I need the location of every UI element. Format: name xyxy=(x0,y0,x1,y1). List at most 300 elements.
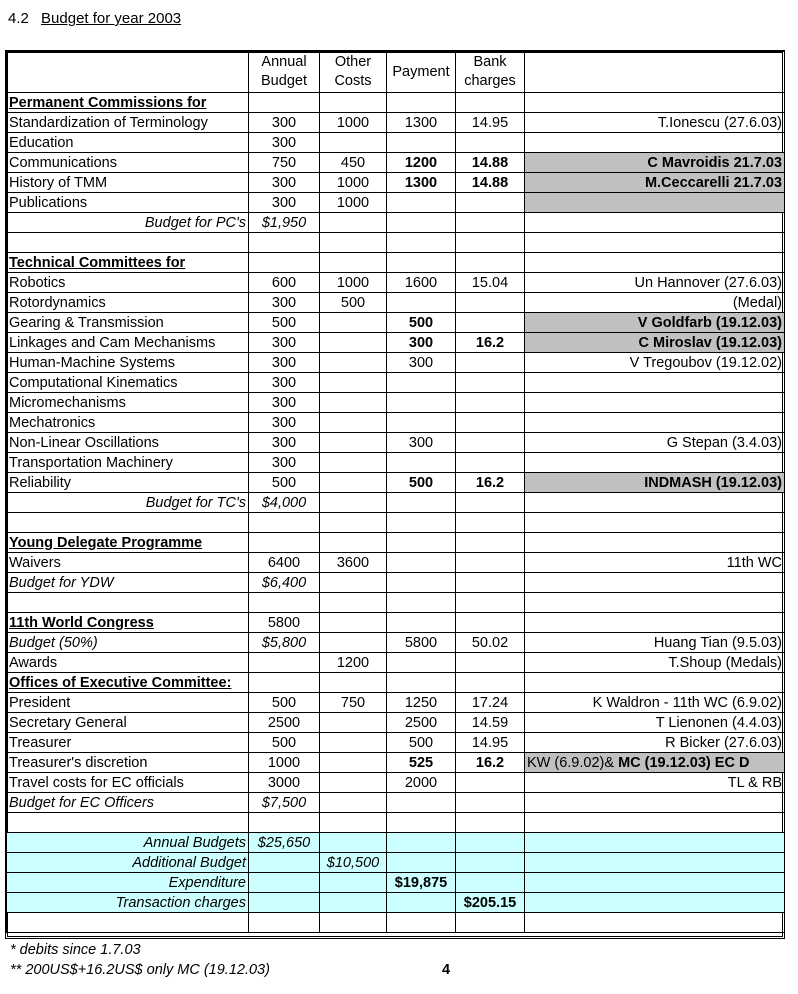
table-cell xyxy=(387,93,456,113)
table-row xyxy=(7,213,785,233)
table-cell xyxy=(320,413,387,433)
table-cell xyxy=(387,393,456,413)
table-cell xyxy=(320,833,387,853)
table-cell xyxy=(387,653,456,673)
table-cell xyxy=(387,593,456,613)
table-cell: $205.15 xyxy=(456,893,525,913)
table-cell xyxy=(249,873,320,893)
table-row xyxy=(7,153,785,173)
table-cell xyxy=(525,253,785,273)
table-cell xyxy=(525,373,785,393)
table-cell xyxy=(456,373,525,393)
table-cell xyxy=(525,133,785,153)
table-row xyxy=(7,613,785,633)
table-cell xyxy=(249,913,320,933)
table-cell: 16.2 xyxy=(456,753,525,773)
table-cell: 11th World Congress xyxy=(7,613,249,633)
table-cell: Publications xyxy=(7,193,249,213)
table-row xyxy=(7,573,785,593)
table-cell xyxy=(7,233,249,253)
table-cell: 500 xyxy=(249,313,320,333)
table-cell: 500 xyxy=(387,473,456,493)
table-cell: V Tregoubov (19.12.02) xyxy=(525,353,785,373)
table-row xyxy=(7,473,785,493)
table-cell: 1250 xyxy=(387,693,456,713)
table-cell xyxy=(249,93,320,113)
table-cell xyxy=(320,733,387,753)
table-cell xyxy=(320,873,387,893)
table-cell: 14.88 xyxy=(456,173,525,193)
table-cell xyxy=(387,453,456,473)
table-cell: History of TMM xyxy=(7,173,249,193)
column-header: Bank charges xyxy=(456,52,525,93)
table-cell xyxy=(320,373,387,393)
table-row xyxy=(7,393,785,413)
table-cell xyxy=(320,473,387,493)
table-cell: 50.02 xyxy=(456,633,525,653)
table-cell: Budget for YDW xyxy=(7,573,249,593)
table-row xyxy=(7,353,785,373)
table-cell: 450 xyxy=(320,153,387,173)
table-cell xyxy=(387,793,456,813)
table-row xyxy=(7,593,785,613)
table-row xyxy=(7,753,785,773)
table-cell: 500 xyxy=(320,293,387,313)
section-heading xyxy=(8,10,181,27)
table-cell: 1200 xyxy=(387,153,456,173)
table-cell: 750 xyxy=(320,693,387,713)
table-cell: 300 xyxy=(249,393,320,413)
table-cell xyxy=(249,853,320,873)
table-row xyxy=(7,133,785,153)
table-cell xyxy=(525,233,785,253)
table-cell xyxy=(525,833,785,853)
table-cell: 3000 xyxy=(249,773,320,793)
table-cell xyxy=(456,413,525,433)
table-cell xyxy=(320,713,387,733)
table-cell xyxy=(456,653,525,673)
table-cell xyxy=(525,793,785,813)
table-row xyxy=(7,433,785,453)
table-row xyxy=(7,253,785,273)
table-cell: 500 xyxy=(249,693,320,713)
table-cell: $6,400 xyxy=(249,573,320,593)
table-row xyxy=(7,793,785,813)
table-cell xyxy=(387,673,456,693)
table-cell xyxy=(320,493,387,513)
table-cell xyxy=(456,233,525,253)
section-number: 4.2 xyxy=(8,10,29,27)
table-row xyxy=(7,513,785,533)
table-cell: Offices of Executive Committee: xyxy=(7,673,249,693)
table-cell xyxy=(456,533,525,553)
cell-text: KW (6.9.02)& xyxy=(527,754,615,771)
table-cell: Technical Committees for xyxy=(7,253,249,273)
table-cell xyxy=(456,613,525,633)
table-cell: 14.88 xyxy=(456,153,525,173)
table-row xyxy=(7,553,785,573)
table-cell xyxy=(456,833,525,853)
table-cell: Treasurer xyxy=(7,733,249,753)
cell-text-bold: MC (19.12.03) EC D xyxy=(618,754,750,771)
table-cell: 2500 xyxy=(249,713,320,733)
table-cell: Budget for PC's xyxy=(7,213,249,233)
table-cell xyxy=(387,413,456,433)
budget-table xyxy=(6,51,785,933)
table-cell: 300 xyxy=(387,333,456,353)
table-cell: 2000 xyxy=(387,773,456,793)
table-cell xyxy=(320,453,387,473)
table-cell: 14.95 xyxy=(456,733,525,753)
table-cell: 1000 xyxy=(320,273,387,293)
table-cell: 1600 xyxy=(387,273,456,293)
table-cell: 300 xyxy=(249,453,320,473)
table-cell: Additional Budget xyxy=(7,853,249,873)
table-cell: 300 xyxy=(249,353,320,373)
footnote-2: ** 200US$+16.2US$ only MC (19.12.03) xyxy=(10,962,270,978)
table-cell: 500 xyxy=(249,473,320,493)
table-cell: President xyxy=(7,693,249,713)
table-cell xyxy=(320,213,387,233)
table-row xyxy=(7,173,785,193)
table-cell: 300 xyxy=(387,433,456,453)
table-cell xyxy=(525,513,785,533)
table-cell: V Goldfarb (19.12.03) xyxy=(525,313,785,333)
table-cell xyxy=(456,873,525,893)
table-row xyxy=(7,313,785,333)
table-cell: Rotordynamics xyxy=(7,293,249,313)
table-cell xyxy=(320,333,387,353)
table-cell: 300 xyxy=(249,193,320,213)
table-cell: 300 xyxy=(249,413,320,433)
table-cell: $1,950 xyxy=(249,213,320,233)
table-cell: 16.2 xyxy=(456,333,525,353)
table-cell xyxy=(456,853,525,873)
table-cell: Gearing & Transmission xyxy=(7,313,249,333)
table-row xyxy=(7,733,785,753)
table-cell xyxy=(525,393,785,413)
table-cell: Awards xyxy=(7,653,249,673)
table-cell xyxy=(456,193,525,213)
table-row xyxy=(7,413,785,433)
table-cell xyxy=(456,393,525,413)
table-cell: 14.95 xyxy=(456,113,525,133)
table-cell xyxy=(525,853,785,873)
table-cell: 500 xyxy=(387,733,456,753)
column-header xyxy=(525,52,785,93)
table-cell xyxy=(320,393,387,413)
table-cell: $25,650 xyxy=(249,833,320,853)
table-cell xyxy=(320,433,387,453)
table-cell: 500 xyxy=(387,313,456,333)
table-cell xyxy=(525,453,785,473)
table-cell: $4,000 xyxy=(249,493,320,513)
table-cell: 525 xyxy=(387,753,456,773)
table-cell xyxy=(7,593,249,613)
table-cell: 300 xyxy=(249,293,320,313)
table-cell: 6400 xyxy=(249,553,320,573)
table-cell: 11th WC xyxy=(525,553,785,573)
table-cell xyxy=(525,673,785,693)
section-title: Budget for year 2003 xyxy=(41,10,182,27)
table-cell xyxy=(525,573,785,593)
table-cell: 300 xyxy=(249,333,320,353)
table-row xyxy=(7,813,785,833)
table-cell: 300 xyxy=(387,353,456,373)
table-cell xyxy=(456,813,525,833)
table-cell xyxy=(249,513,320,533)
table-cell xyxy=(320,133,387,153)
table-cell xyxy=(387,213,456,233)
table-cell xyxy=(320,573,387,593)
table-cell: Non-Linear Oscillations xyxy=(7,433,249,453)
table-cell xyxy=(249,813,320,833)
table-cell xyxy=(387,893,456,913)
table-cell xyxy=(320,913,387,933)
table-cell xyxy=(387,493,456,513)
table-row xyxy=(7,893,785,913)
table-cell xyxy=(456,513,525,533)
table-cell: 1200 xyxy=(320,653,387,673)
table-cell xyxy=(249,653,320,673)
table-row xyxy=(7,853,785,873)
table-cell: 14.59 xyxy=(456,713,525,733)
table-cell xyxy=(7,513,249,533)
table-cell: TL & RB xyxy=(525,773,785,793)
table-cell: 1000 xyxy=(249,753,320,773)
table-cell: Transportation Machinery xyxy=(7,453,249,473)
table-cell: 17.24 xyxy=(456,693,525,713)
table-row xyxy=(7,193,785,213)
table-row xyxy=(7,653,785,673)
table-cell xyxy=(456,913,525,933)
table-cell xyxy=(387,513,456,533)
table-cell xyxy=(456,593,525,613)
table-row xyxy=(7,773,785,793)
table-cell: 300 xyxy=(249,113,320,133)
table-cell: Mechatronics xyxy=(7,413,249,433)
table-cell xyxy=(387,913,456,933)
table-cell xyxy=(387,613,456,633)
table-cell: 15.04 xyxy=(456,273,525,293)
table-cell: 750 xyxy=(249,153,320,173)
table-cell xyxy=(387,853,456,873)
table-cell: T Lienonen (4.4.03) xyxy=(525,713,785,733)
table-cell: $10,500 xyxy=(320,853,387,873)
table-cell: Secretary General xyxy=(7,713,249,733)
table-cell: Standardization of Terminology xyxy=(7,113,249,133)
table-row xyxy=(7,533,785,553)
table-cell xyxy=(249,893,320,913)
table-cell xyxy=(320,593,387,613)
table-cell xyxy=(456,133,525,153)
table-cell: 1000 xyxy=(320,193,387,213)
table-row xyxy=(7,833,785,853)
table-cell xyxy=(456,353,525,373)
table-row xyxy=(7,873,785,893)
table-row xyxy=(7,373,785,393)
table-cell: 300 xyxy=(249,133,320,153)
table-cell xyxy=(525,413,785,433)
table-cell: C Mavroidis 21.7.03 xyxy=(525,153,785,173)
table-cell xyxy=(525,533,785,553)
table-cell xyxy=(456,673,525,693)
table-cell xyxy=(320,673,387,693)
table-cell: Un Hannover (27.6.03) xyxy=(525,273,785,293)
table-cell: C Miroslav (19.12.03) xyxy=(525,333,785,353)
footnote-1: * debits since 1.7.03 xyxy=(10,942,141,958)
table-cell xyxy=(387,253,456,273)
table-cell xyxy=(320,233,387,253)
table-cell xyxy=(456,433,525,453)
table-cell: Transaction charges xyxy=(7,893,249,913)
table-cell: T.Shoup (Medals) xyxy=(525,653,785,673)
table-cell: 300 xyxy=(249,373,320,393)
column-header: Other Costs xyxy=(320,52,387,93)
table-cell xyxy=(387,373,456,393)
table-cell xyxy=(525,493,785,513)
table-cell xyxy=(320,773,387,793)
table-cell: Micromechanisms xyxy=(7,393,249,413)
table-cell: 600 xyxy=(249,273,320,293)
table-cell xyxy=(387,573,456,593)
table-cell: Huang Tian (9.5.03) xyxy=(525,633,785,653)
table-cell xyxy=(320,253,387,273)
table-row xyxy=(7,293,785,313)
table-cell xyxy=(387,233,456,253)
table-cell xyxy=(320,93,387,113)
table-cell: 5800 xyxy=(387,633,456,653)
table-cell: Budget for TC's xyxy=(7,493,249,513)
table-cell: Travel costs for EC officials xyxy=(7,773,249,793)
table-cell: Robotics xyxy=(7,273,249,293)
table-cell xyxy=(456,253,525,273)
table-cell xyxy=(387,193,456,213)
column-header xyxy=(7,52,249,93)
table-cell: 1000 xyxy=(320,173,387,193)
table-cell: K Waldron - 11th WC (6.9.02) xyxy=(525,693,785,713)
table-row xyxy=(7,333,785,353)
table-cell: Treasurer's discretion xyxy=(7,753,249,773)
table-cell: Communications xyxy=(7,153,249,173)
table-cell: 3600 xyxy=(320,553,387,573)
table-cell: Human-Machine Systems xyxy=(7,353,249,373)
column-header: Annual Budget xyxy=(249,52,320,93)
table-cell xyxy=(320,533,387,553)
table-header-row xyxy=(7,52,785,93)
table-row xyxy=(7,453,785,473)
table-cell: 1300 xyxy=(387,113,456,133)
table-cell xyxy=(456,293,525,313)
table-cell xyxy=(456,213,525,233)
table-cell: Education xyxy=(7,133,249,153)
table-cell xyxy=(249,593,320,613)
table-cell xyxy=(387,813,456,833)
table-cell: $7,500 xyxy=(249,793,320,813)
table-cell xyxy=(320,633,387,653)
table-cell xyxy=(525,193,785,213)
table-row xyxy=(7,273,785,293)
table-row xyxy=(7,713,785,733)
table-cell xyxy=(249,533,320,553)
table-cell xyxy=(249,673,320,693)
table-cell: Young Delegate Programme xyxy=(7,533,249,553)
table-cell xyxy=(387,533,456,553)
table-cell: G Stepan (3.4.03) xyxy=(525,433,785,453)
table-row xyxy=(7,93,785,113)
table-cell: T.Ionescu (27.6.03) xyxy=(525,113,785,133)
table-cell: Budget (50%) xyxy=(7,633,249,653)
table-cell xyxy=(525,813,785,833)
table-cell xyxy=(387,553,456,573)
table-cell xyxy=(525,873,785,893)
table-cell: 500 xyxy=(249,733,320,753)
table-row xyxy=(7,673,785,693)
table-cell xyxy=(525,753,785,773)
table-cell: $19,875 xyxy=(387,873,456,893)
table-cell: Linkages and Cam Mechanisms xyxy=(7,333,249,353)
table-cell: 1000 xyxy=(320,113,387,133)
table-cell: Reliability xyxy=(7,473,249,493)
table-cell: R Bicker (27.6.03) xyxy=(525,733,785,753)
table-cell: 300 xyxy=(249,173,320,193)
table-cell xyxy=(456,93,525,113)
table-cell xyxy=(249,233,320,253)
table-cell: (Medal) xyxy=(525,293,785,313)
table-row xyxy=(7,493,785,513)
column-header: Payment xyxy=(387,52,456,93)
table-row xyxy=(7,913,785,933)
table-cell: 300 xyxy=(249,433,320,453)
table-cell: INDMASH (19.12.03) xyxy=(525,473,785,493)
table-cell: 16.2 xyxy=(456,473,525,493)
table-cell xyxy=(456,453,525,473)
table-cell xyxy=(525,893,785,913)
table-cell xyxy=(456,573,525,593)
table-cell xyxy=(456,493,525,513)
table-cell xyxy=(525,213,785,233)
table-cell: $5,800 xyxy=(249,633,320,653)
table-row xyxy=(7,693,785,713)
table-cell: Budget for EC Officers xyxy=(7,793,249,813)
table-cell xyxy=(320,353,387,373)
table-cell xyxy=(387,133,456,153)
table-row xyxy=(7,113,785,133)
table-cell: Annual Budgets xyxy=(7,833,249,853)
table-cell xyxy=(456,773,525,793)
table-cell xyxy=(320,513,387,533)
table-cell xyxy=(7,913,249,933)
table-cell xyxy=(456,313,525,333)
table-cell: Expenditure xyxy=(7,873,249,893)
table-cell xyxy=(525,613,785,633)
page-number: 4 xyxy=(442,962,451,978)
table-cell: Computational Kinematics xyxy=(7,373,249,393)
table-cell: Waivers xyxy=(7,553,249,573)
table-cell xyxy=(320,813,387,833)
table-cell xyxy=(525,593,785,613)
table-cell: 2500 xyxy=(387,713,456,733)
table-cell xyxy=(387,293,456,313)
table-cell xyxy=(525,913,785,933)
table-cell: M.Ceccarelli 21.7.03 xyxy=(525,173,785,193)
table-cell xyxy=(249,253,320,273)
table-cell xyxy=(456,553,525,573)
table-row xyxy=(7,633,785,653)
table-cell xyxy=(7,813,249,833)
table-cell xyxy=(387,833,456,853)
table-cell xyxy=(320,793,387,813)
